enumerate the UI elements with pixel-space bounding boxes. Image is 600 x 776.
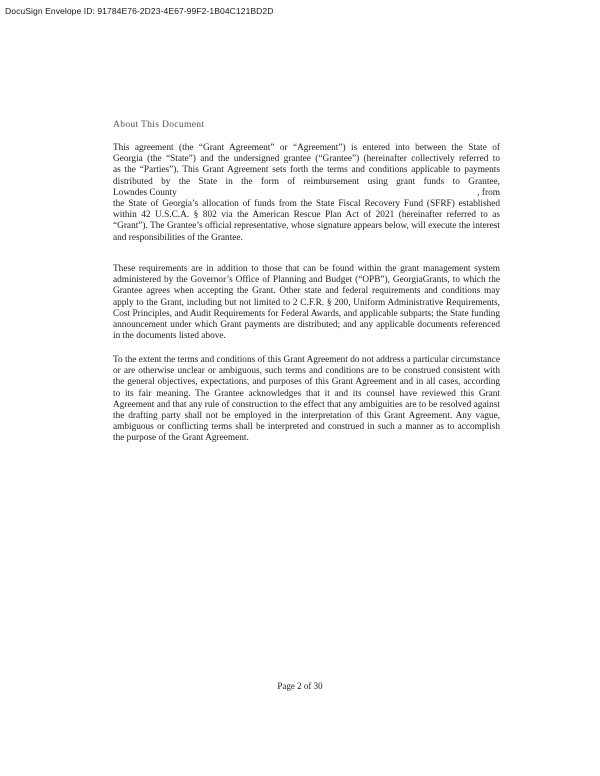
page-number: Page 2 of 30 <box>277 681 323 691</box>
docusign-envelope-id: DocuSign Envelope ID: 91784E76-2D23-4E67-99F2-1B04C121BD2D <box>5 6 274 16</box>
grantee-county-name: Lowndes County <box>113 187 177 198</box>
grantee-from-text: , from <box>477 187 500 198</box>
paragraph-construction: To the extent the terms and conditions of this Grant Agreement do not address a particular circumstance or are otherwise unclear or ambiguous, such terms and conditions are to be construed consistent with the general objectives, expectations, and purposes of this Grant Agreement and in all cases, according to its fair meaning. The Grantee acknowledges that it and its counsel have reviewed this Grant Agreement and that any rule of construction to the effect that any ambiguities are to be resolved against the drafting party shall not be employed in the interpretation of this Grant Agreement. Any vague, ambiguous or conflicting terms shall be interpreted and construed in such a manner as to accomplish the purpose of the Grant Agreement. <box>113 355 500 444</box>
grantee-name-line <box>113 188 500 199</box>
paragraph-line: distributed by the State in the form of reimbursement using grant funds to Grantee, <box>113 176 500 187</box>
paragraph-line: as the “Parties”). This Grant Agreement sets forth the terms and conditions applicable to payments <box>113 165 500 176</box>
paragraph-text: the State of Georgia’s allocation of funds from the State Fiscal Recovery Fund (SFRF) established within 42 U.S.C.A. § 802 via the American Rescue Plan Act of 2021 (hereinafter referred to as “Grant”). The Grantee’s official representative, whose signature appears below, will execute the interest and responsibilities of the Grantee. <box>113 199 500 243</box>
paragraph-line: This agreement (the “Grant Agreement” or “Agreement”) is entered into between the State of <box>113 143 500 153</box>
paragraph-requirements: These requirements are in addition to those that can be found within the grant management system administered by the Governor’s Office of Planning and Budget (“OPB”), GeorgiaGrants, to which the Grantee agrees when accepting the Grant. Other state and federal requirements and conditions may apply to the Grant, including but not limited to 2 C.F.R. § 200, Uniform Administrative Requirements, Cost Principles, and Audit Requirements for Federal Awards, and applicable subparts; the State funding announcement under which Grant payments are distributed; and any applicable documents referenced in the documents listed above. <box>113 264 500 342</box>
paragraph-agreement-intro <box>113 143 500 244</box>
paragraph-line: Georgia (the “State”) and the undersigned grantee (“Grantee”) (hereinafter collectively referred to <box>113 154 500 165</box>
section-heading: About This Document <box>113 119 205 130</box>
